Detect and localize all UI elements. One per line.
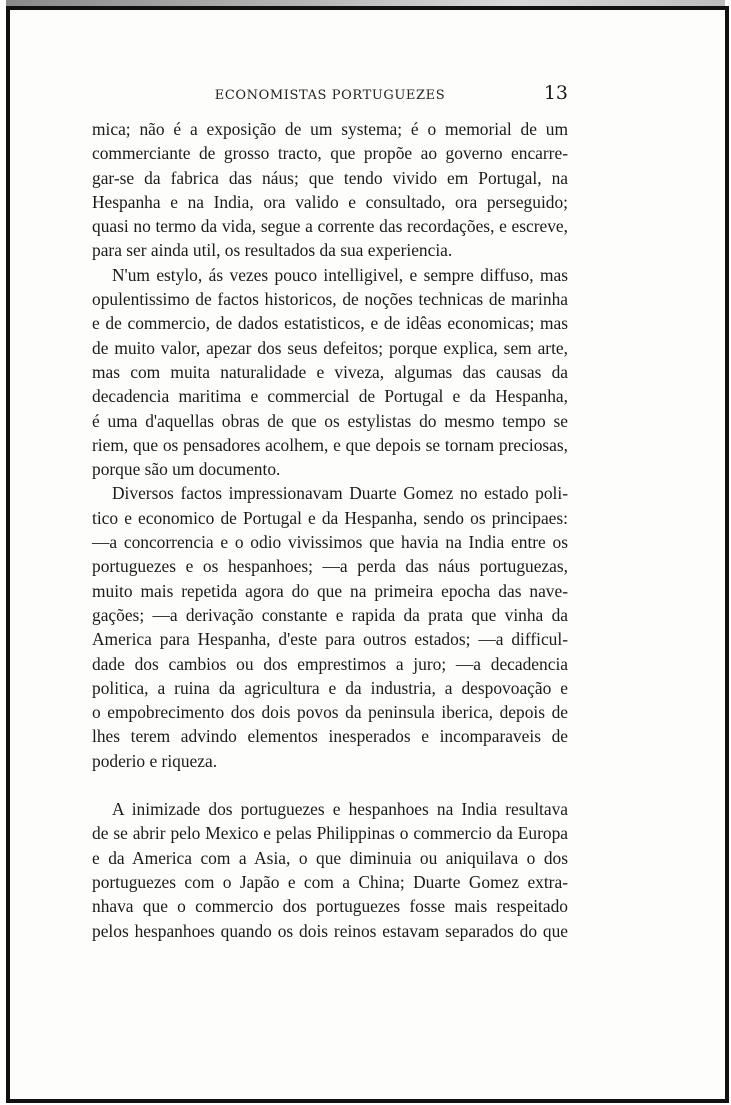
text-line: para ser ainda util, os resultados da sua experiencia. <box>92 240 453 261</box>
text-line: lhes terem advindo elementos inesperados e incomparaveis de <box>92 726 568 747</box>
text-line: quasi no termo da vida, segue a corrente das recordações, e escreve, <box>92 216 568 237</box>
running-header <box>92 82 568 112</box>
section-break <box>92 773 568 797</box>
text-line: pelos hespanhoes quando os dois reinos estavam separados do que <box>92 920 568 941</box>
paragraph-4 <box>92 797 568 943</box>
text-line: Diversos factos impressionavam Duarte Gomez no estado poli- <box>112 483 568 504</box>
paragraph-1 <box>92 117 568 263</box>
text-line: porque são um documento. <box>92 459 281 480</box>
text-line: decadencia maritima e commercial de Portugal e da Hespanha, <box>92 386 568 407</box>
text-line: America para Hespanha, d'este para outros estados; —a difficul- <box>92 629 568 650</box>
text-line: politica, a ruina da agricultura e da industria, a despovoação e <box>92 677 568 698</box>
running-title: ECONOMISTAS PORTUGUEZES <box>214 88 446 103</box>
text-line: muito mais repetida agora do que na primeira epocha das nave- <box>92 580 568 601</box>
text-line: portuguezes e os hespanhoes; —a perda das náus portuguezas, <box>92 556 568 577</box>
text-line: nhava que o commercio dos portuguezes fosse mais respeitado <box>92 896 568 917</box>
text-line: de muito valor, apezar dos seus defeitos; porque explica, sem arte, <box>92 337 568 358</box>
text-line: poderio e riqueza. <box>92 750 218 771</box>
text-line: riem, que os pensadores acolhem, e que depois se tornam preciosas, <box>92 434 568 455</box>
page-number: 13 <box>543 82 568 104</box>
text-line: o empobrecimento dos dois povos da peninsula iberica, depois de <box>92 702 568 723</box>
text-line: gar-se da fabrica das náus; que tendo vivido em Portugal, na <box>92 167 568 188</box>
paragraph-3 <box>92 481 568 773</box>
text-line: é uma d'aquellas obras de que os estylistas do mesmo tempo se <box>92 410 568 431</box>
text-line: tico e economico de Portugal e da Hespanha, sendo os principaes: <box>92 507 568 528</box>
text-line: N'um estylo, ás vezes pouco intelligivel, e sempre diffuso, mas <box>112 264 568 285</box>
text-line: de se abrir pelo Mexico e pelas Philippinas o commercio da Europa <box>92 823 568 844</box>
text-line: Hespanha e na India, ora valido e consultado, ora perseguido; <box>92 191 568 212</box>
text-line: —a concorrencia e o odio vivissimos que havia na India entre os <box>92 532 568 553</box>
text-line: commerciante de grosso tracto, que propõe ao governo encarre- <box>92 143 568 164</box>
paragraph-2 <box>92 263 568 482</box>
body-text <box>92 117 568 943</box>
text-line: mas com muita naturalidade e viveza, algumas das causas da <box>92 361 568 382</box>
text-line: opulentissimo de factos historicos, de noções technicas de marinha <box>92 289 568 310</box>
text-line: gações; —a derivação constante e rapida da prata que vinha da <box>92 604 568 625</box>
text-line: dade dos cambios ou dos emprestimos a juro; —a decadencia <box>92 653 568 674</box>
text-line: e de commercio, de dados estatisticos, e de idêas economicas; mas <box>92 313 568 334</box>
text-line: A inimizade dos portuguezes e hespanhoes na India resultava <box>112 799 568 820</box>
text-line: e da America com a Asia, o que diminuia ou aniquilava o dos <box>92 847 568 868</box>
text-line: portuguezes com o Japão e com a China; Duarte Gomez extra- <box>92 871 568 892</box>
text-line: mica; não é a exposição de um systema; é o memorial de um <box>92 119 568 139</box>
